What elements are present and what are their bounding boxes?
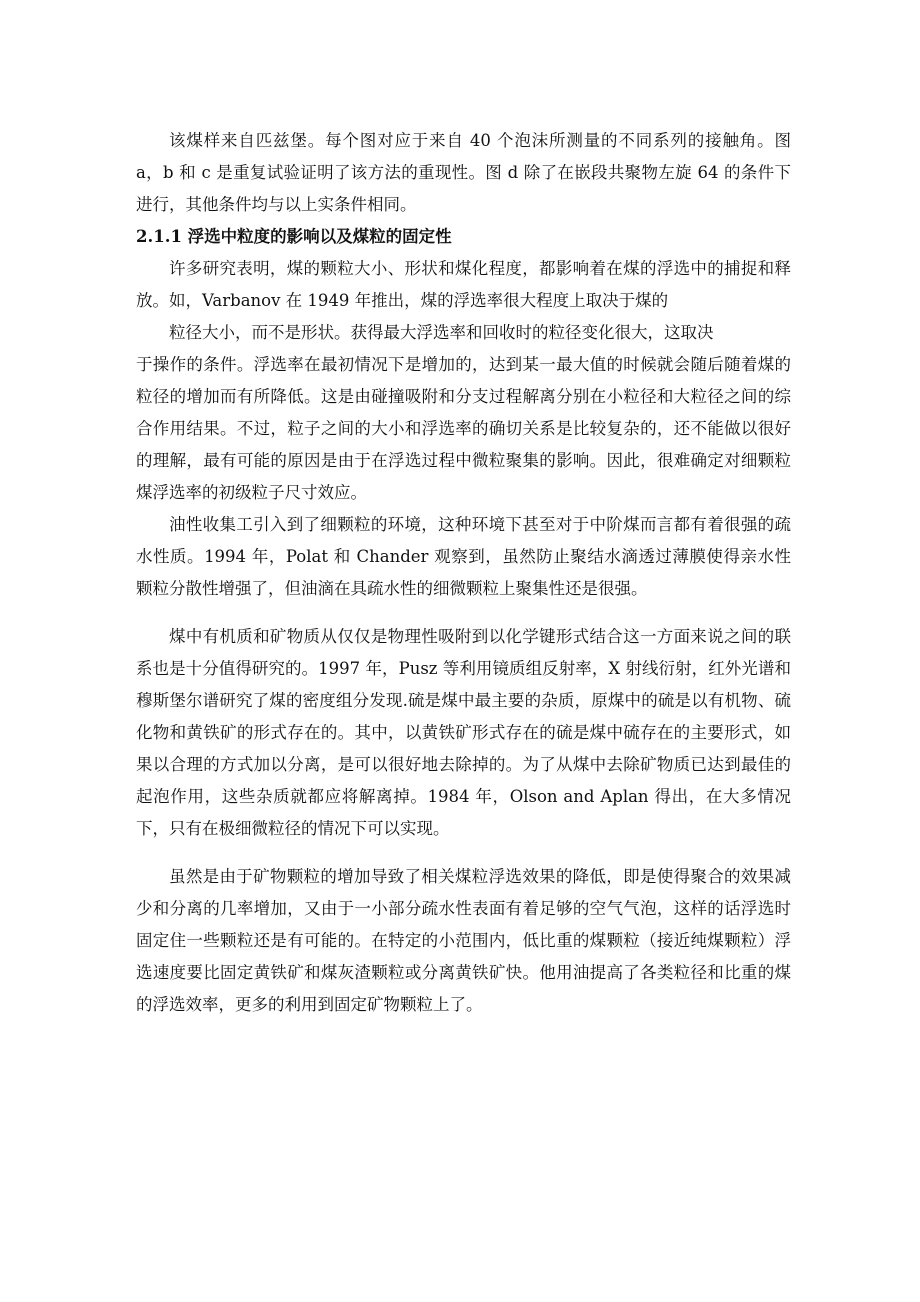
paragraph-oil-collector: 油性收集工引入到了细颗粒的环境，这种环境下甚至对于中阶煤而言都有着很强的疏水性质。1994 年，Polat 和 Chander 观察到，虽然防止聚结水滴透过薄膜使得亲水性颗粒分散性增强了，但油滴在具疏水性的细微颗粒上聚集性还是很强。 [136,515,791,598]
paragraph-minerals: 煤中有机质和矿物质从仅仅是物理性吸附到以化学键形式结合这一方面来说之间的联系也是十分值得研究的。1997 年，Pusz 等利用镜质组反射率，X 射线衍射，红外光谱和穆斯堡尔谱研究了煤的密度组分发现.硫是煤中最主要的杂质，原煤中的硫是以有机物、硫化物和黄铁矿的形式存在的。其中，以黄铁矿形式存在的硫是煤中硫存在的主要形式，如果以合理的方式加以分离，是可以很好地去除掉的。为了从煤中去除矿物质已达到最佳的起泡作用，这些杂质就都应将解离掉。1984 年，Olson and Aplan 得出，在大多情况下，只有在极细微粒径的情况下可以实现。 [136,627,791,838]
paragraph-text: 于操作的条件。浮选率在最初情况下是增加的，达到某一最大值的时候就会随后随着煤的粒径的增加而有所降低。这是由碰撞吸附和分支过程解离分别在小粒径和大粒径之间的综合作用结果。不过，粒子之间的大小和浮选率的确切关系是比较复杂的，还不能做以很好的理解，最有可能的原因是由于在浮选过程中微粒聚集的影响。因此，很难确定对细颗粒煤浮选率的初级粒子尺寸效应。 [136,355,791,502]
document-body [136,125,791,1021]
paragraph-line: 粒径大小，而不是形状。获得最大浮选率和回收时的粒径变化很大，这取决 [169,323,714,342]
paragraph-granularity-part-2 [136,317,791,509]
paragraph-fixation: 虽然是由于矿物颗粒的增加导致了相关煤粒浮选效果的降低，即是使得聚合的效果减少和分离的几率增加，又由于一小部分疏水性表面有着足够的空气气泡，这样的话浮选时固定住一些颗粒还是有可能的。在特定的小范围内，低比重的煤颗粒（接近纯煤颗粒）浮选速度要比固定黄铁矿和煤灰渣颗粒或分离黄铁矿快。他用油提高了各类粒径和比重的煤的浮选效率，更多的利用到固定矿物颗粒上了。 [136,867,791,1014]
paragraph-granularity-part-1: 许多研究表明，煤的颗粒大小、形状和煤化程度，都影响着在煤的浮选中的捕捉和释放。如，Varbanov 在 1949 年推出，煤的浮选率很大程度上取决于煤的 [136,259,791,310]
section-heading: 2.1.1 浮选中粒度的影响以及煤粒的固定性 [136,227,452,246]
intro-paragraph: 该煤样来自匹兹堡。每个图对应于来自 40 个泡沫所测量的不同系列的接触角。图 a，b 和 c 是重复试验证明了该方法的重现性。图 d 除了在嵌段共聚物左旋 64 的条件下进行，其他条件均与以上实条件相同。 [136,131,791,214]
